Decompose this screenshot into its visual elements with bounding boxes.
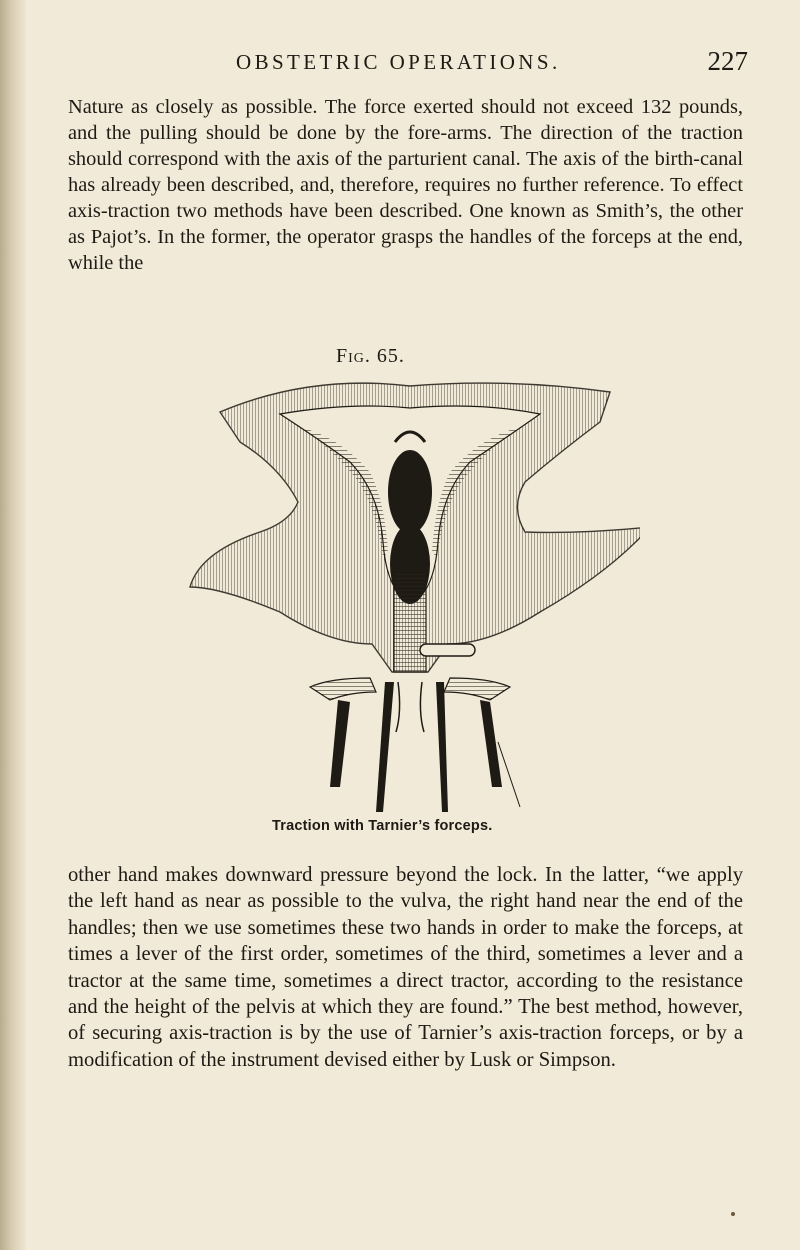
- figure-caption: Traction with Tarnier’s forceps.: [272, 818, 493, 834]
- paragraph-2: other hand makes downward pressure beyond the lock. In the latter, “we apply the left hand as near as possible to the vulva, the right hand near the end of the handles; then we use sometimes these two hands in order to make the forceps, at times a lever of the first order, sometimes of the third, sometimes a lever and a tractor at the same time, sometimes a direct tractor, according to the resistance and the height of the pelvis at which they are found.” The best method, however, of securing axis-traction is by the use of Tarnier’s axis-traction forceps, or by a modification of the instrument devised either by Lusk or Simpson.: [68, 864, 743, 1071]
- paragraph-1: Nature as closely as possible. The force exerted should not exceed 132 pounds, and the pulling should be done by the fore-arms. The direction of the traction should correspond with the axis of the parturient canal. The axis of the birth-canal has already been described, and, therefore, requires no further reference. To effect axis-traction two methods have been described. One known as Smith’s, the other as Pajot’s. In the former, the operator grasps the handles of the forceps at the end, while the: [68, 96, 743, 274]
- forceps-handles: [310, 678, 520, 812]
- figure-label: Fig. 65.: [336, 345, 405, 367]
- page-number: 227: [707, 46, 748, 76]
- running-head: [68, 46, 748, 80]
- figure-illustration: [180, 382, 640, 822]
- paper-spot: [731, 1212, 735, 1216]
- book-spine-shadow: [0, 0, 26, 1250]
- running-title: OBSTETRIC OPERATIONS.: [236, 50, 561, 74]
